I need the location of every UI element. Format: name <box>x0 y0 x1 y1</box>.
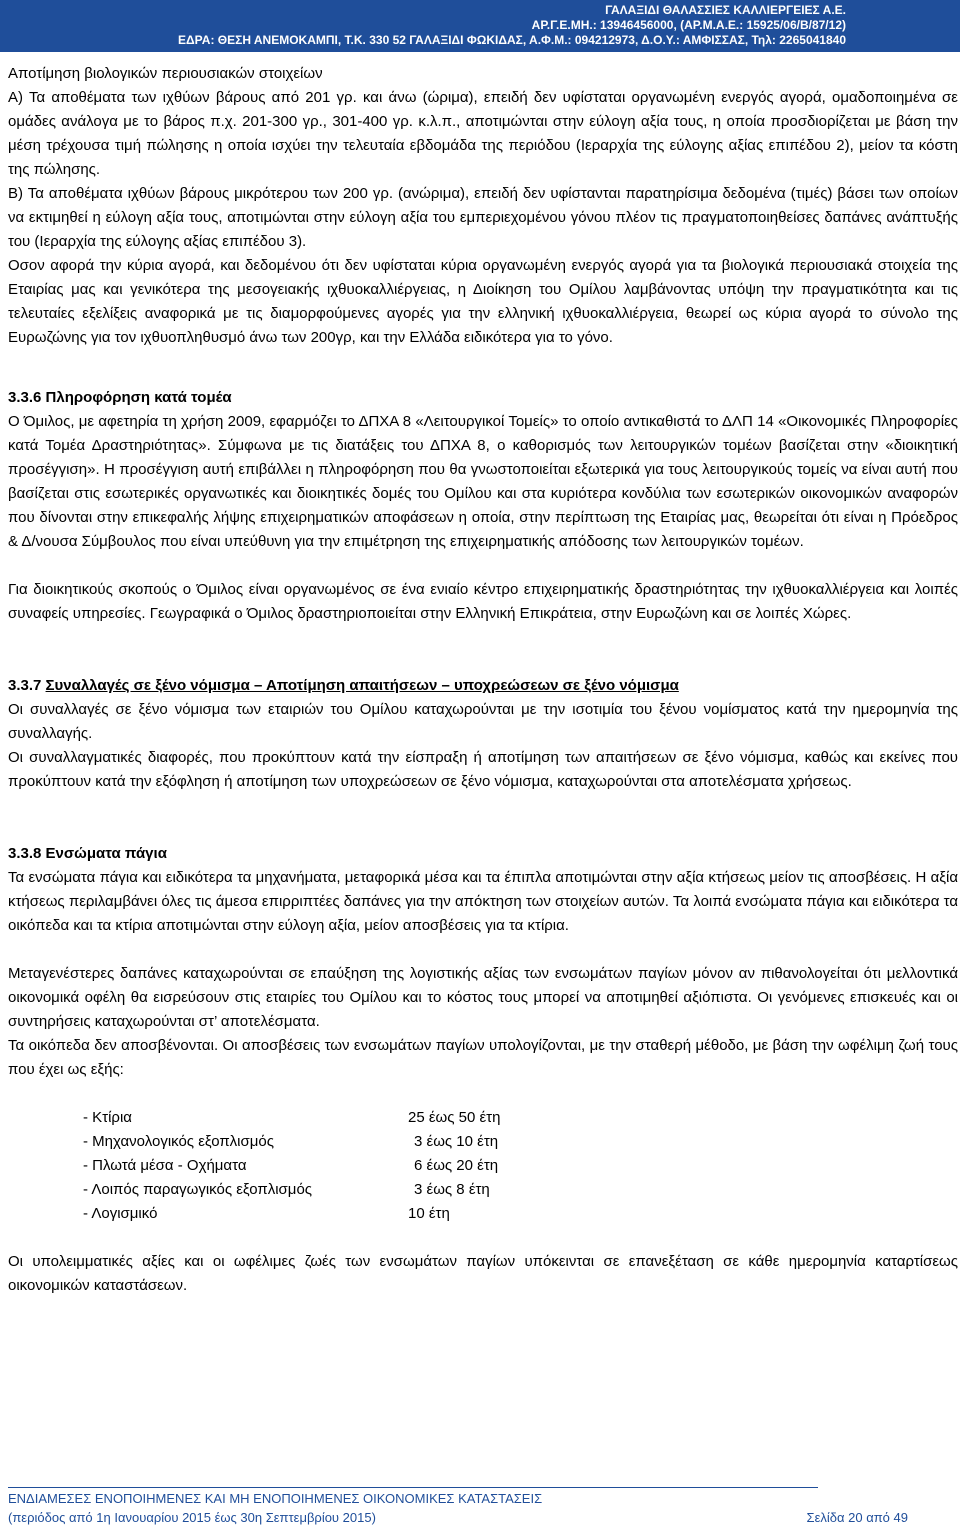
company-header <box>0 0 960 52</box>
useful-life: 3 έως 10 έτη <box>414 1133 499 1150</box>
fx-paragraph-1: Οι συναλλαγές σε ξένο νόμισμα των εταιριών του Ομίλου καταχωρούνται με την ισοτιμία του ξένου νομίσματος κατά την ημερομηνία της συναλλαγής. <box>8 701 958 742</box>
useful-life: 3 έως 8 έτη <box>414 1181 490 1198</box>
list-item <box>83 1202 958 1226</box>
section-number: 3.3.7 <box>8 677 42 694</box>
section-number: 3.3.8 <box>8 845 42 862</box>
fixed-assets-paragraph-4: Οι υπολειμματικές αξίες και οι ωφέλιμες ζωές των ενσωμάτων παγίων υπόκεινται σε επανεξέταση σε κάθε ημερομηνία καταρτίσεως οικονομικών καταστάσεων. <box>8 1253 958 1294</box>
bio-paragraph-a: Α) Τα αποθέματα των ιχθύων βάρους από 201 γρ. και άνω (ώριμα), επειδή δεν υφίσταται οργανωμένη ενεργός αγορά, ομαδοποιημένα σε ομάδες ανάλογα με το βάρος π.χ. 201-300 γρ., 301-400 γρ. κ.λ.π., αποτιμώνται στην εύλογη αξία τους, η οποία προσδιορίζεται με βάση την μέση τρέχουσα τιμή πώλησης η οποία ισχύει την τελευταία εβδομάδα της περιόδου (Ιεραρχία της εύλογης αξίας επιπέδου 2), μείον τα κόστη της πώλησης. <box>8 89 958 178</box>
useful-life: 6 έως 20 έτη <box>414 1157 499 1174</box>
useful-life-list <box>83 1106 958 1226</box>
footer-title: ΕΝΔΙΑΜΕΣΕΣ ΕΝΟΠΟΙΗΜΕΝΕΣ ΚΑΙ ΜΗ ΕΝΟΠΟΙΗΜΕΝΕΣ ΟΙΚΟΝΟΜΙΚΕΣ ΚΑΤΑΣΤΑΣΕΙΣ <box>8 1491 543 1506</box>
fx-paragraph-2: Οι συναλλαγματικές διαφορές, που προκύπτουν κατά την είσπραξη ή αποτίμηση των απαιτήσεων σε ξένο νόμισμα, καθώς και εκείνες που προκύπτουν κατά την εξόφληση ή αποτίμηση των υποχρεώσεων σε ξένο νόμισμα, καταχωρούνται στα αποτελέσματα χρήσεως. <box>8 749 958 790</box>
header-address: ΕΔΡΑ: ΘΕΣΗ ΑΝΕΜΟΚΑΜΠΙ, Τ.Κ. 330 52 ΓΑΛΑΞΙΔΙ ΦΩΚΙΔΑΣ, Α.Φ.Μ.: 094212973, Δ.Ο.Υ.: ΑΜΦΙΣΣΑΣ, Τηλ: 2265041840 <box>178 33 846 47</box>
list-item <box>83 1106 958 1130</box>
asset-category: - Πλωτά μέσα - Οχήματα <box>83 1157 247 1174</box>
list-item <box>83 1130 958 1154</box>
header-registration: ΑΡ.Γ.Ε.ΜΗ.: 13946456000, (ΑΡ.Μ.Α.Ε.: 15925/06/Β/87/12) <box>531 18 846 32</box>
section-3-3-8-heading <box>8 842 958 866</box>
section-3-3-7-heading <box>8 674 958 698</box>
page-footer <box>8 1487 818 1507</box>
asset-category: - Λογισμικό <box>83 1205 158 1222</box>
useful-life: 25 έως 50 έτη <box>408 1109 501 1126</box>
segment-paragraph-2: Για διοικητικούς σκοπούς ο Όμιλος είναι οργανωμένος σε ένα ενιαίο κέντρο επιχειρηματικής δραστηριότητας την ιχθυοκαλλιέργεια και λοιπές συναφείς υπηρεσίες. Γεωγραφικά ο Όμιλος δραστηριοποιείται στην Ελληνική Επικράτεια, στην Ευρωζώνη και σε λοιπές Χώρες. <box>8 581 958 622</box>
section-title: Ενσώματα πάγια <box>45 845 167 862</box>
page-number: Σελίδα 20 από 49 <box>806 1510 908 1525</box>
list-item <box>83 1178 958 1202</box>
section-3-3-6-heading <box>8 386 958 410</box>
asset-category: - Κτίρια <box>83 1109 132 1126</box>
footer-divider <box>8 1487 818 1488</box>
useful-life: 10 έτη <box>408 1205 450 1222</box>
fixed-assets-paragraph-3: Τα οικόπεδα δεν αποσβένονται. Οι αποσβέσεις των ενσωμάτων παγίων υπολογίζονται, με την σταθερή μέθοδο, με βάση την ωφέλιμη ζωή τους που έχει ως εξής: <box>8 1037 958 1078</box>
bio-paragraph-c: Οσον αφορά την κύρια αγορά, και δεδομένου ότι δεν υφίσταται κύρια οργανωμένη ενεργός αγορά για τα βιολογικά περιουσιακά στοιχεία της Εταιρίας μας και γενικότερα της μεσογειακής ιχθυοκαλλιέργειας, η Διοίκηση του Ομίλου λαμβάνοντας υπόψη την πραγματικότητα και τις τελευταίες εξελίξεις αναφορικά με τις διαμορφούμενες αγορές για την ελληνική ιχθυοκαλλιέργεια, θεωρεί ως κύρια αγορά το σύνολο της Ευρωζώνης για τον ιχθυοπληθυσμό άνω των 200γρ, και την Ελλάδα ειδικότερα για το γόνο. <box>8 257 958 346</box>
page-content <box>8 62 958 1298</box>
asset-category: - Λοιπός παραγωγικός εξοπλισμός <box>83 1181 313 1198</box>
segment-paragraph-1: Ο Όμιλος, με αφετηρία τη χρήση 2009, εφαρμόζει το ΔΠΧΑ 8 «Λειτουργικοί Τομείς» το οποίο αντικαθιστά το ΔΛΠ 14 «Οικονομικές Πληροφορίες κατά Τομέα Δραστηριότητας». Σύμφωνα με τις διατάξεις του ΔΠΧΑ 8, ο καθορισμός των λειτουργικών τομέων βασίζεται στην «διοικητική προσέγγιση». Η προσέγγιση αυτή επιβάλλει η πληροφόρηση που θα γνωστοποιείται εξωτερικά για τους λειτουργικούς τομείς να είναι αυτή που βασίζεται στις εσωτερικές οργανωτικές και διοικητικές δομές του Ομίλου και στα κυριότερα κονδύλια των εσωτερικών οικονομικών αναφορών που δίνονται στην επικεφαλής λήψης επιχειρηματικών αποφάσεων η οποία, στην περίπτωση της Εταιρίας μας, θεωρείται ότι είναι η Πρόεδρος & Δ/νουσα Σύμβουλος που είναι υπεύθυνη για την επιμέτρηση της επιχειρηματικής απόδοσης των λειτουργικών τομέων. <box>8 413 958 550</box>
bio-heading: Αποτίμηση βιολογικών περιουσιακών στοιχείων <box>8 65 323 82</box>
section-title: Πληροφόρηση κατά τομέα <box>45 389 232 406</box>
header-company-name: ΓΑΛΑΞΙΔΙ ΘΑΛΑΣΣΙΕΣ ΚΑΛΛΙΕΡΓΕΙΕΣ Α.Ε. <box>605 3 846 17</box>
asset-category: - Μηχανολογικός εξοπλισμός <box>83 1133 274 1150</box>
bio-paragraph-b: Β) Τα αποθέματα ιχθύων βάρους μικρότερου των 200 γρ. (ανώριμα), επειδή δεν υφίστανται παρατηρίσιμα δεδομένα (τιμές) βάσει των οποίων να εκτιμηθεί η εύλογη αξία τους, αποτιμώνται στην εύλογη αξία του εμπεριεχομένου γόνου πλέον τις πραγματοποιηθείσες δαπάνες ανάπτυξής του (Ιεραρχία της εύλογης αξίας επιπέδου 3). <box>8 185 958 250</box>
list-item <box>83 1154 958 1178</box>
section-number: 3.3.6 <box>8 389 42 406</box>
fixed-assets-paragraph-1: Τα ενσώματα πάγια και ειδικότερα τα μηχανήματα, μεταφορικά μέσα και τα έπιπλα αποτιμώνται στην αξία κτήσεως μείον τις αποσβέσεις. Η αξία κτήσεως περιλαμβάνει όλες τις άμεσα επιρριπτέες δαπάνες για την απόκτηση των στοιχείων αυτών. Τα λοιπά ενσώματα πάγια και ειδικότερα τα οικόπεδα και τα κτίρια αποτιμώνται στην εύλογη αξία, μείον αποσβέσεις για τα κτίρια. <box>8 869 958 934</box>
footer-period: (περιόδος από 1η Ιανουαρίου 2015 έως 30η Σεπτεμβρίου 2015) <box>8 1510 376 1525</box>
footer-details <box>8 1509 960 1526</box>
fixed-assets-paragraph-2: Μεταγενέστερες δαπάνες καταχωρούνται σε επαύξηση της λογιστικής αξίας των ενσωμάτων παγίων μόνον αν πιθανολογείται ότι μελλοντικά οικονομικά οφέλη θα εισρεύσουν στις εταιρίες του Ομίλου και το κόστος τους μπορεί να αποτιμηθεί αξιόπιστα. Οι γενόμενες επισκευές και οι συντηρήσεις καταχωρούνται στ’ αποτελέσματα. <box>8 965 958 1030</box>
section-title: Συναλλαγές σε ξένο νόμισμα – Αποτίμηση απαιτήσεων – υποχρεώσεων σε ξένο νόμισμα <box>45 677 679 694</box>
